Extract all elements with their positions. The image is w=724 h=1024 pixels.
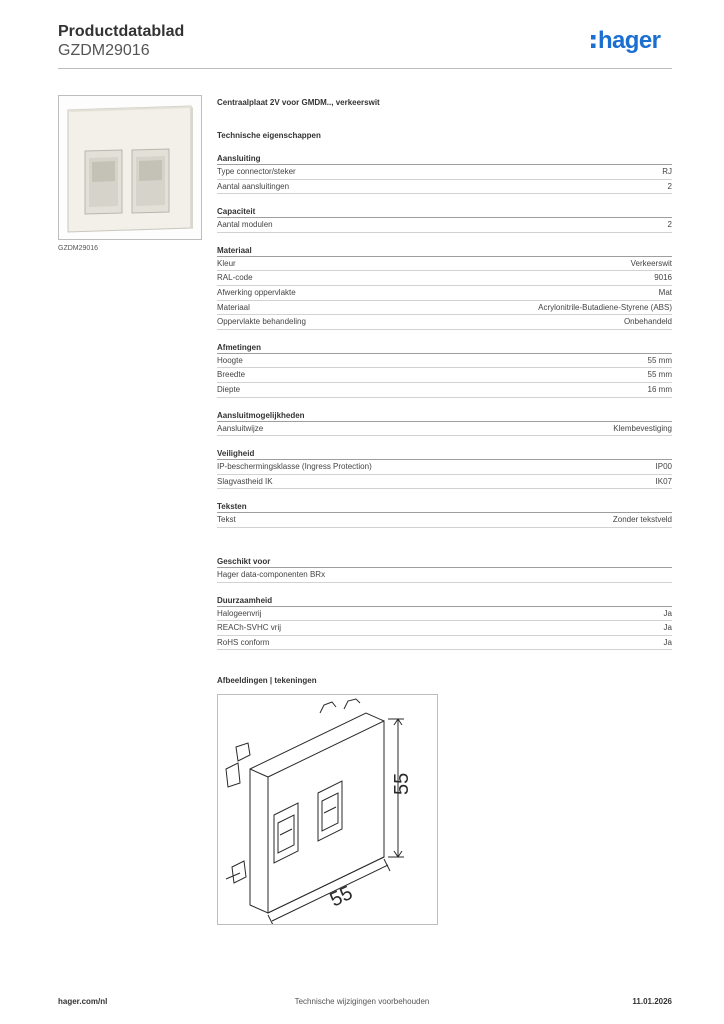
spec-value: Klembevestiging bbox=[613, 423, 672, 433]
spec-key: Aantal aansluitingen bbox=[217, 181, 290, 191]
spec-row bbox=[217, 271, 672, 286]
spec-key: Hager data-componenten BRx bbox=[217, 569, 326, 579]
spec-key: Type connector/steker bbox=[217, 167, 296, 176]
spec-key: RoHS conform bbox=[217, 637, 270, 647]
section-aansluiting bbox=[217, 153, 672, 194]
spec-value: IK07 bbox=[655, 476, 672, 486]
spec-value: 2 bbox=[667, 181, 672, 191]
spec-key: Kleur bbox=[217, 258, 236, 268]
section-veiligheid bbox=[217, 448, 672, 489]
section-geschikt-voor bbox=[217, 556, 672, 583]
spec-row bbox=[217, 301, 672, 316]
section-heading: Aansluiting bbox=[217, 153, 672, 165]
spec-value: 2 bbox=[667, 220, 672, 230]
spec-row bbox=[217, 621, 672, 636]
spec-value: 9016 bbox=[654, 273, 672, 283]
spec-row bbox=[217, 315, 672, 330]
section-teksten bbox=[217, 501, 672, 528]
height-dimension-label: 55 bbox=[391, 772, 413, 795]
spec-value: Acrylonitrile-Butadiene-Styrene (ABS) bbox=[538, 302, 672, 312]
section-afmetingen bbox=[217, 342, 672, 398]
spec-row bbox=[217, 286, 672, 301]
spec-content bbox=[217, 97, 672, 662]
spec-value: Verkeerswit bbox=[630, 258, 672, 268]
spec-key: Aansluitwijze bbox=[217, 423, 264, 433]
spec-value: RJ bbox=[662, 167, 672, 176]
spec-key: REACh-SVHC vrij bbox=[217, 623, 282, 633]
dimension-drawing bbox=[218, 695, 437, 924]
product-code: GZDM29016 bbox=[58, 42, 150, 59]
spec-key: Breedte bbox=[217, 370, 246, 380]
document-title: Productdatablad bbox=[58, 23, 185, 40]
faceplate-image bbox=[59, 96, 201, 239]
section-heading: Materiaal bbox=[217, 245, 672, 257]
spec-row bbox=[217, 354, 672, 369]
footer-date: 11.01.2026 bbox=[632, 997, 672, 1006]
technical-properties-heading: Technische eigenschappen bbox=[217, 131, 321, 140]
footer-disclaimer: Technische wijzigingen voorbehouden bbox=[294, 997, 430, 1006]
spec-key: Diepte bbox=[217, 384, 241, 394]
spec-value: 55 mm bbox=[647, 355, 672, 365]
spec-row bbox=[217, 513, 672, 528]
spec-row bbox=[217, 165, 672, 180]
spec-row bbox=[217, 568, 672, 583]
plate-front bbox=[250, 713, 384, 913]
spec-key: RAL-code bbox=[217, 273, 253, 283]
spec-value: 16 mm bbox=[647, 384, 672, 394]
spec-value: Onbehandeld bbox=[623, 317, 672, 327]
thumbnail-caption: GZDM29016 bbox=[58, 245, 99, 252]
spec-key: Materiaal bbox=[217, 302, 250, 312]
drawings-heading: Afbeeldingen | tekeningen bbox=[217, 676, 317, 685]
document-header bbox=[58, 22, 184, 60]
spec-row bbox=[217, 368, 672, 383]
spec-row bbox=[217, 460, 672, 475]
spec-row bbox=[217, 475, 672, 490]
spec-value: Mat bbox=[658, 287, 672, 297]
section-heading: Aansluitmogelijkheden bbox=[217, 410, 672, 422]
technical-drawing bbox=[217, 694, 438, 925]
spec-row bbox=[217, 180, 672, 195]
section-heading: Geschikt voor bbox=[217, 556, 672, 568]
spec-row bbox=[217, 422, 672, 437]
spec-row bbox=[217, 607, 672, 622]
hager-logo bbox=[590, 26, 676, 56]
spec-row bbox=[217, 257, 672, 272]
spec-key: Afwerking oppervlakte bbox=[217, 287, 296, 297]
spec-value: Zonder tekstveld bbox=[612, 515, 672, 525]
footer-website: hager.com/nl bbox=[58, 997, 108, 1006]
section-aansluitmogelijkheden bbox=[217, 410, 672, 437]
spec-row bbox=[217, 636, 672, 651]
section-heading: Teksten bbox=[217, 501, 672, 513]
section-heading: Veiligheid bbox=[217, 448, 672, 460]
section-materiaal bbox=[217, 245, 672, 330]
product-description: Centraalplaat 2V voor GMDM.., verkeerswit bbox=[217, 98, 380, 107]
spec-row bbox=[217, 218, 672, 233]
spec-value: Ja bbox=[663, 608, 672, 618]
spec-value: 55 mm bbox=[647, 370, 672, 380]
spec-value: IP00 bbox=[655, 462, 672, 472]
spec-key: IP-beschermingsklasse (Ingress Protection) bbox=[217, 462, 372, 472]
spec-key: Slagvastheid IK bbox=[217, 476, 273, 486]
spec-key: Oppervlakte behandeling bbox=[217, 317, 306, 327]
spec-key: Tekst bbox=[217, 515, 236, 525]
section-heading: Capaciteit bbox=[217, 206, 672, 218]
product-thumbnail bbox=[58, 95, 202, 240]
header-divider bbox=[58, 68, 672, 69]
spec-value: Ja bbox=[663, 637, 672, 647]
spec-key: Halogeenvrij bbox=[217, 608, 262, 618]
section-duurzaamheid bbox=[217, 595, 672, 651]
brand-wordmark: hager bbox=[598, 27, 661, 54]
spec-key: Hoogte bbox=[217, 355, 243, 365]
section-heading: Afmetingen bbox=[217, 342, 672, 354]
spec-row bbox=[217, 383, 672, 398]
section-capaciteit bbox=[217, 206, 672, 233]
section-heading: Duurzaamheid bbox=[217, 595, 672, 607]
spec-value: Ja bbox=[663, 623, 672, 633]
spec-key: Aantal modulen bbox=[217, 220, 273, 230]
width-dimension-label: 55 bbox=[326, 881, 357, 912]
